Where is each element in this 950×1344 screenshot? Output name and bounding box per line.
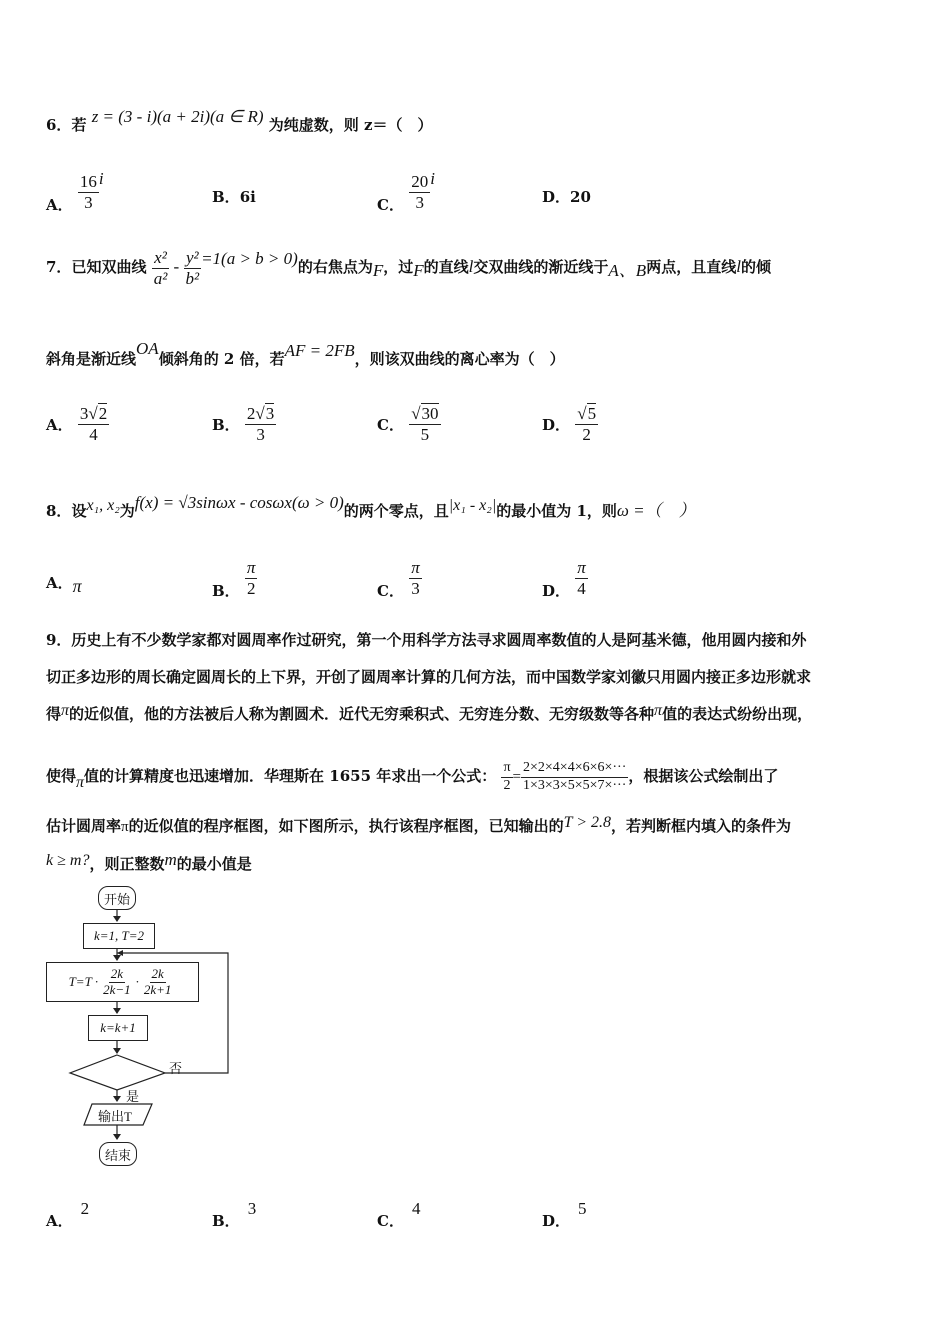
option-label: C． xyxy=(377,416,404,435)
output-condition: T > 2.8 xyxy=(563,814,612,831)
q9-text: 值的表达式纷纷出现， xyxy=(662,705,813,723)
numerator: y² xyxy=(185,248,199,267)
numerator: π xyxy=(577,558,586,577)
denominator: 2 xyxy=(246,578,256,598)
flow-no-label: 否 xyxy=(169,1062,183,1077)
option-label: C． xyxy=(377,1212,404,1230)
flow-increment: k=k+1 xyxy=(88,1015,148,1041)
numerator: 2k xyxy=(110,965,123,981)
q9-option-d[interactable] xyxy=(542,1198,587,1230)
q9-text: 估计圆周率 xyxy=(46,817,122,835)
option-value: 3 xyxy=(247,1199,257,1218)
decision-diamond xyxy=(70,1055,165,1090)
option-label: C． xyxy=(377,582,404,601)
option-value: 2 xyxy=(80,1199,90,1218)
zeros-x1-x2: x₁, x₂ xyxy=(86,497,120,514)
q8-text: 的两个零点，且 xyxy=(343,502,449,520)
q7-text: 的倾 xyxy=(740,258,771,277)
denominator: 2k+1 xyxy=(143,981,172,997)
option-label: A． xyxy=(46,574,73,592)
pi-symbol: π xyxy=(61,702,70,719)
asymptote-oa: OA xyxy=(136,339,159,358)
denominator: 4 xyxy=(89,424,98,444)
flow-calc xyxy=(46,962,199,1002)
focus-f: F xyxy=(372,261,384,281)
flow-yes-label: 是 xyxy=(126,1090,140,1105)
focus-f: F xyxy=(413,261,424,281)
coefficient: 3 xyxy=(79,404,89,423)
option-value: π xyxy=(72,576,82,596)
denominator: 1×3×3×5×5×7×··· xyxy=(523,777,627,793)
radicand: 3 xyxy=(265,404,275,423)
q9-text: 的近似值，他的方法被后人称为割圆术．近代无穷乘积式、无穷连分数、无穷级数等各种 xyxy=(69,705,655,723)
option-label: B． xyxy=(212,188,240,206)
numerator: √30 xyxy=(411,404,439,423)
numerator: π xyxy=(501,760,512,777)
q9-line2: 切正多边形的周长确定圆周长的上下界，开创了圆周率计算的几何方法，而中国数学家刘徽只用圆内接正多边形就求 xyxy=(46,668,812,686)
numerator: π xyxy=(246,558,256,577)
q7-text: 交双曲线的渐近线于 xyxy=(473,258,609,277)
denominator: 3 xyxy=(84,192,93,212)
q7-text: 的右焦点为 xyxy=(297,258,373,277)
q8-text: 的最小值为 1，则 xyxy=(496,502,617,520)
q6-number: 6． xyxy=(46,116,72,134)
arrowhead xyxy=(113,1134,121,1140)
radicand: 2 xyxy=(98,404,108,423)
option-label: D． xyxy=(542,582,571,601)
denominator: 3 xyxy=(415,192,424,212)
loop-condition: k ≥ m? xyxy=(46,852,90,869)
option-label: B． xyxy=(212,1212,240,1230)
q9-text: ，则正整数 xyxy=(89,855,165,873)
function-f: f(x) = √3sinωx - cosωx(ω > 0) xyxy=(134,493,344,512)
denominator: b² xyxy=(185,268,200,288)
option-label: B． xyxy=(212,416,240,435)
q9-text: 使得 xyxy=(46,767,77,785)
line-l: l xyxy=(736,257,741,277)
omega-answer: ω =（ ） xyxy=(616,501,696,520)
q7-text: 斜角是渐近线 xyxy=(46,350,137,368)
arrowhead xyxy=(113,1008,121,1014)
q9-line1: 9．历史上有不少数学家都对圆周率作过研究，第一个用科学方法寻求圆周率数值的人是阿基米德，他用圆内接和外 xyxy=(46,631,807,649)
option-label: D． xyxy=(542,416,571,435)
q7-text: ，过 xyxy=(383,258,414,277)
q9-text: 值的计算精度也迅速增加．华理斯在 1655 年求出一个公式： xyxy=(84,767,497,785)
option-label: A． xyxy=(46,1212,73,1230)
q7-text: 倾斜角的 2 倍，若 xyxy=(158,350,285,368)
denominator: 2 xyxy=(582,424,591,444)
imag-unit: i xyxy=(98,169,104,189)
pi-symbol: π xyxy=(654,702,663,719)
q7-stem-line1: 7．已知双曲线 $\frac{\text{x²}}{\text{a²}}$ - $\frac{\text{y²}}{\text{b²}}$ =1(a > b > 0)的右焦点为F，过F的直线l交双曲线的渐近线于A、B两点，且直线l的倾 xyxy=(46,248,771,288)
variable-m: m xyxy=(164,850,177,869)
q7-text: 已知双曲线 xyxy=(71,258,147,277)
calc-dot: · xyxy=(135,974,139,989)
q9-text: 得 xyxy=(46,705,62,723)
flow-start: 开始 xyxy=(98,886,136,910)
numerator: 2k xyxy=(151,965,164,981)
arrowhead xyxy=(113,955,121,961)
radicand: 30 xyxy=(421,404,439,423)
q7-text: 的直线 xyxy=(423,258,469,277)
arrowhead xyxy=(113,1096,121,1102)
coefficient: 2 xyxy=(246,404,256,423)
calc-fraction-2 xyxy=(142,967,174,998)
numerator: 20 xyxy=(411,172,429,191)
abs-difference: |x₁ - x₂| xyxy=(448,497,497,514)
option-label: A． xyxy=(46,416,73,435)
option-value: 6i xyxy=(239,188,256,206)
q9-option-a[interactable] xyxy=(46,1198,90,1230)
q9-option-b[interactable] xyxy=(212,1198,257,1230)
q9-option-c[interactable] xyxy=(377,1198,421,1230)
denominator: 3 xyxy=(256,424,265,444)
option-value: 5 xyxy=(578,1199,587,1218)
q6-text: 若 xyxy=(71,116,87,134)
denominator: 2 xyxy=(503,777,511,793)
pi-symbol: π xyxy=(76,774,85,791)
calc-prefix: T=T · xyxy=(68,974,99,989)
radicand: 5 xyxy=(587,404,597,423)
q8-text: 设 xyxy=(71,502,87,520)
q9-text: ，若判断框内填入的条件为 xyxy=(611,817,792,835)
q9-line4: 使得π值的计算精度也迅速增加．华理斯在 1655 年求出一个公式： $\frac{\pi}{2}$ = $\frac{2\times 2\times 4\times 4\times 6\times 6\times\cdot\cdot\cdot}{1\times 3\times 3\times 5\times 5\times 7\times\cdot\cdot\cdot}$ ，根据该公式绘制出了 xyxy=(46,760,779,793)
denominator: 5 xyxy=(420,424,430,444)
q8-number: 8． xyxy=(46,502,72,520)
denominator: a² xyxy=(153,268,168,288)
flow-end: 结束 xyxy=(99,1142,137,1166)
q8-text: 为 xyxy=(119,502,135,520)
q9-text: 的近似值的程序框图，如下图所示，执行该程序框图，已知输出的 xyxy=(128,817,564,835)
flow-output: 输出T xyxy=(98,1109,132,1124)
hyperbola-equation-tail: =1(a > b > 0) xyxy=(201,249,298,269)
numerator: π xyxy=(411,558,420,577)
arrowhead xyxy=(113,1048,121,1054)
numerator: 16 xyxy=(79,172,97,191)
numerator: x² xyxy=(154,248,167,267)
arrowhead xyxy=(113,916,121,922)
denominator: 3 xyxy=(411,578,420,598)
denominator: 2k−1 xyxy=(103,981,131,997)
calc-fraction-1 xyxy=(101,967,133,998)
denominator: 4 xyxy=(577,578,586,598)
option-value: 20 xyxy=(570,188,591,206)
q7-number: 7． xyxy=(46,258,72,277)
q9-text: ，根据该公式绘制出了 xyxy=(628,767,779,785)
q6-text-mid: 为纯虚数，则 z＝（ ） xyxy=(268,116,433,134)
imag-unit: i xyxy=(430,169,435,189)
q9-text: 的最小值是 xyxy=(176,855,252,873)
q7-text: ，则该双曲线的离心率为（ ） xyxy=(354,350,565,368)
q7-text: 两点，且直线 xyxy=(646,258,737,277)
numerator: √5 xyxy=(577,404,597,423)
points-ab: A、B xyxy=(608,261,647,281)
flow-init: k=1, T=2 xyxy=(83,923,155,949)
option-label: B． xyxy=(212,582,240,601)
numerator: 3√2 xyxy=(79,404,108,423)
option-label: A． xyxy=(46,196,73,215)
option-label: D． xyxy=(542,188,571,206)
option-label: C． xyxy=(377,196,404,215)
numerator: 2×2×4×4×6×6×··· xyxy=(521,760,628,777)
option-label: D． xyxy=(542,1212,571,1230)
q6-formula: z = (3 - i)(a + 2i)(a ∈ R) xyxy=(91,107,264,126)
line-l: l xyxy=(468,257,474,277)
vector-relation: AF = 2FB xyxy=(284,341,355,360)
pi-symbol: π xyxy=(121,819,129,835)
option-value: 4 xyxy=(411,1199,421,1218)
numerator: 2√3 xyxy=(246,404,275,423)
